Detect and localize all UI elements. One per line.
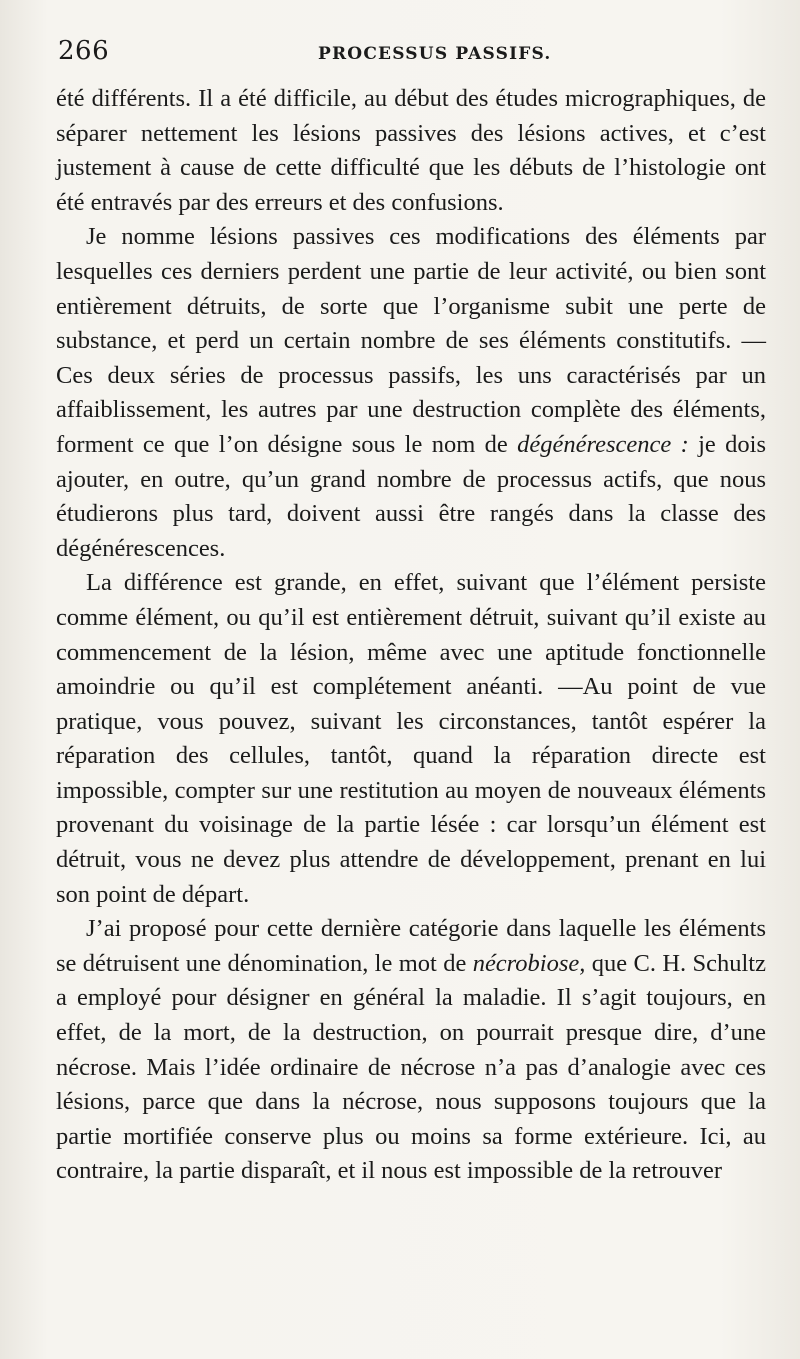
paragraph-4 [56,912,766,1189]
paragraph-3-text: La différence est grande, en effet, suivant que l’élément persiste comme élément, ou qu’il est entièrement détruit, suivant qu’il existe au commencement de la lésion, même avec une aptitude fonctionnelle amoindrie ou qu’il est complétement anéanti. —Au point de vue pratique, vous pouvez, suivant les circonstances, tantôt espérer la réparation des cellules, tantôt, quand la réparation directe est impossible, compter sur une restitution au moyen de nouveaux éléments provenant du voisinage de la partie lésée : car lorsqu’un élément est détruit, vous ne devez plus attendre de développement, prenant en lui son point de départ. [56,569,766,908]
paragraph-1 [56,82,766,220]
running-title: PROCESSUS PASSIFS. [318,44,552,64]
paragraph-2 [56,220,766,566]
emphasis-necrobiose: nécrobiose, [472,949,586,977]
emphasis-degenerescence: dégénérescence : [517,430,689,458]
paragraph-2-text-before: Je nomme lésions passives ces modifications des éléments par lesquelles ces derniers perdent une partie de leur activité, ou bien sont entièrement détruits, de sorte que l’organisme subit une perte de substance, et perd un certain nombre de ses éléments constitutifs. — Ces deux séries de processus passifs, les uns caractérisés par un affaiblissement, les autres par une destruction complète des éléments, forment ce que l’on désigne sous le nom de [56,223,766,458]
page-number: 266 [58,36,110,66]
page-header [58,36,766,76]
paragraph-2-text-after: je dois ajouter, en outre, qu’un grand nombre de processus actifs, que nous étudierons plus tard, doivent aussi être rangés dans la classe des dégénérescences. [56,430,766,562]
paragraph-4-text-after: que C. H. Schultz a employé pour désigner en général la maladie. Il s’agit toujours, en effet, de la mort, de la destruction, on pourrait presque dire, d’une nécrose. Mais l’idée ordinaire de nécrose n’a pas d’analogie avec ces lésions, parce que dans la nécrose, nous supposons toujours que la partie mortifiée conserve plus ou moins sa forme extérieure. Ici, au contraire, la partie disparaît, et il nous est impossible de la retrouver [56,949,766,1185]
paragraph-3 [56,566,766,912]
paragraph-1-text: été différents. Il a été difficile, au début des études micrographiques, de séparer nettement les lésions passives des lésions actives, et c’est justement à cause de cette difficulté que les débuts de l’histologie ont été entravés par des erreurs et des confusions. [56,85,766,216]
paragraph-4-text-before: J’ai proposé pour cette dernière catégorie dans laquelle les éléments se détruisent une dénomination, le mot de [56,915,766,977]
body-text [56,82,766,1189]
